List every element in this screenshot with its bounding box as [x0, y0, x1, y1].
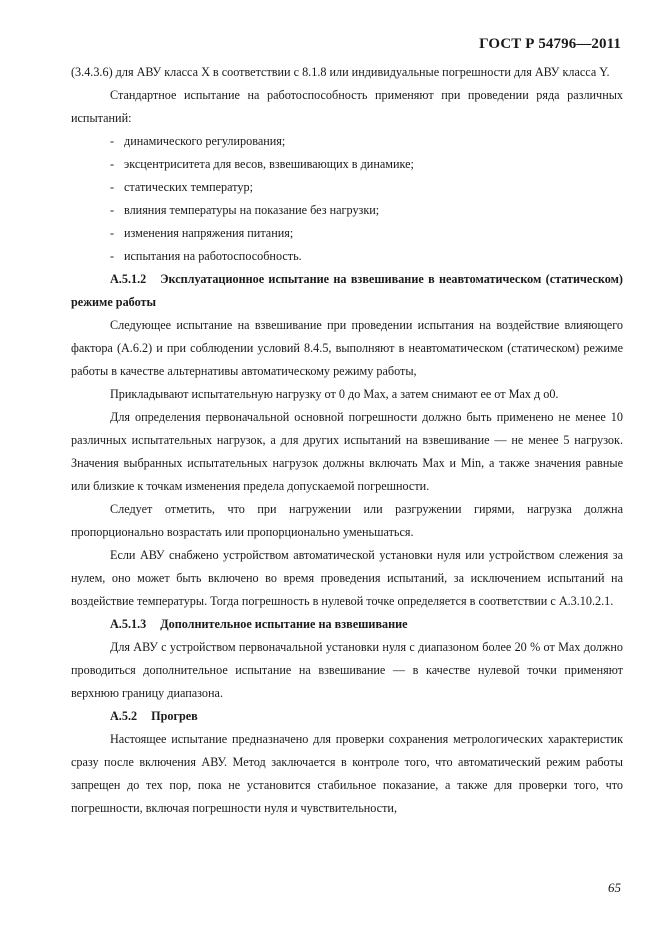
- section-heading-a512: [71, 268, 623, 314]
- standard-header: ГОСТ Р 54796—2011: [479, 36, 621, 52]
- section-number: А.5.1.2: [110, 272, 147, 286]
- list-item: [71, 199, 623, 222]
- test-list: [71, 130, 623, 268]
- section-number: А.5.1.3: [110, 617, 147, 631]
- section-title: Прогрев: [151, 709, 198, 723]
- list-item-text: испытания на работоспособность.: [124, 249, 302, 263]
- page-number: 65: [608, 880, 621, 895]
- list-item-text: динамического регулирования;: [124, 134, 286, 148]
- list-item: [71, 222, 623, 245]
- paragraph: Следующее испытание на взвешивание при проведении испытания на воздействие влияющего фактора (А.6.2) и при соблюдении условий 8.4.5, выполняют в неавтоматическом (статическом) режиме работы в качестве альтернативы автоматическому режиму работы,: [71, 318, 623, 378]
- section-heading-a52: [71, 705, 623, 728]
- section-title: Эксплуатационное испытание на взвешивание в неавтоматическом (статическом) режиме работы: [71, 272, 623, 309]
- list-dash: -: [110, 203, 115, 217]
- section-heading-a513: [71, 613, 623, 636]
- paragraph: Следует отметить, что при нагружении или разгружении гирями, нагрузка должна пропорционально возрастать или пропорционально уменьшаться.: [71, 502, 623, 539]
- paragraph: Для АВУ с устройством первоначальной установки нуля с диапазоном более 20 % от Max должно проводиться дополнительное испытание на взвешивание — в качестве нулевой точки применяют верхнюю границу диапазона.: [71, 640, 623, 700]
- list-item-text: изменения напряжения питания;: [124, 226, 294, 240]
- list-item-text: эксцентриситета для весов, взвешивающих в динамике;: [124, 157, 414, 171]
- list-dash: -: [110, 226, 115, 240]
- paragraph-continuation: (3.4.3.6) для АВУ класса X в соответствии с 8.1.8 или индивидуальные погрешности для АВУ класса Y.: [71, 65, 610, 79]
- list-dash: -: [110, 157, 115, 171]
- section-number: А.5.2: [110, 709, 138, 723]
- list-dash: -: [110, 180, 115, 194]
- paragraph: Для определения первоначальной основной погрешности должно быть применено не менее 10 различных испытательных нагрузок, а для других испытаний на взвешивание — не менее 5 нагрузок. Значения выбранных испытательных нагрузок должны включать Max и Min, а также значения равные или близкие к точкам изменения предела допускаемой погрешности.: [71, 410, 623, 493]
- list-item: [71, 153, 623, 176]
- section-title: Дополнительное испытание на взвешивание: [160, 617, 408, 631]
- list-dash: -: [110, 249, 115, 263]
- paragraph-intro-tests: Стандартное испытание на работоспособность применяют при проведении ряда различных испытаний:: [71, 88, 623, 125]
- document-body: [71, 61, 623, 820]
- list-item: [71, 176, 623, 199]
- list-item-text: влияния температуры на показание без нагрузки;: [124, 203, 380, 217]
- list-item: [71, 130, 623, 153]
- paragraph: Настоящее испытание предназначено для проверки сохранения метрологических характеристик сразу после включения АВУ. Метод заключается в контроле того, что автоматический режим работы запрещен до тех пор, пока не установится стабильное показание, а также для проверки того, что погрешности, включая погрешности нуля и чувствительности,: [71, 732, 623, 815]
- paragraph: Если АВУ снабжено устройством автоматической установки нуля или устройством слежения за нулем, оно может быть включено во время проведения испытаний, за исключением испытаний на воздействие температуры. Тогда погрешность в нулевой точке определяется в соответствии с А.3.10.2.1.: [71, 548, 623, 608]
- list-item-text: статических температур;: [124, 180, 253, 194]
- paragraph: Прикладывают испытательную нагрузку от 0 до Max, а затем снимают ее от Max д о0.: [110, 387, 559, 401]
- list-item: [71, 245, 623, 268]
- list-dash: -: [110, 134, 115, 148]
